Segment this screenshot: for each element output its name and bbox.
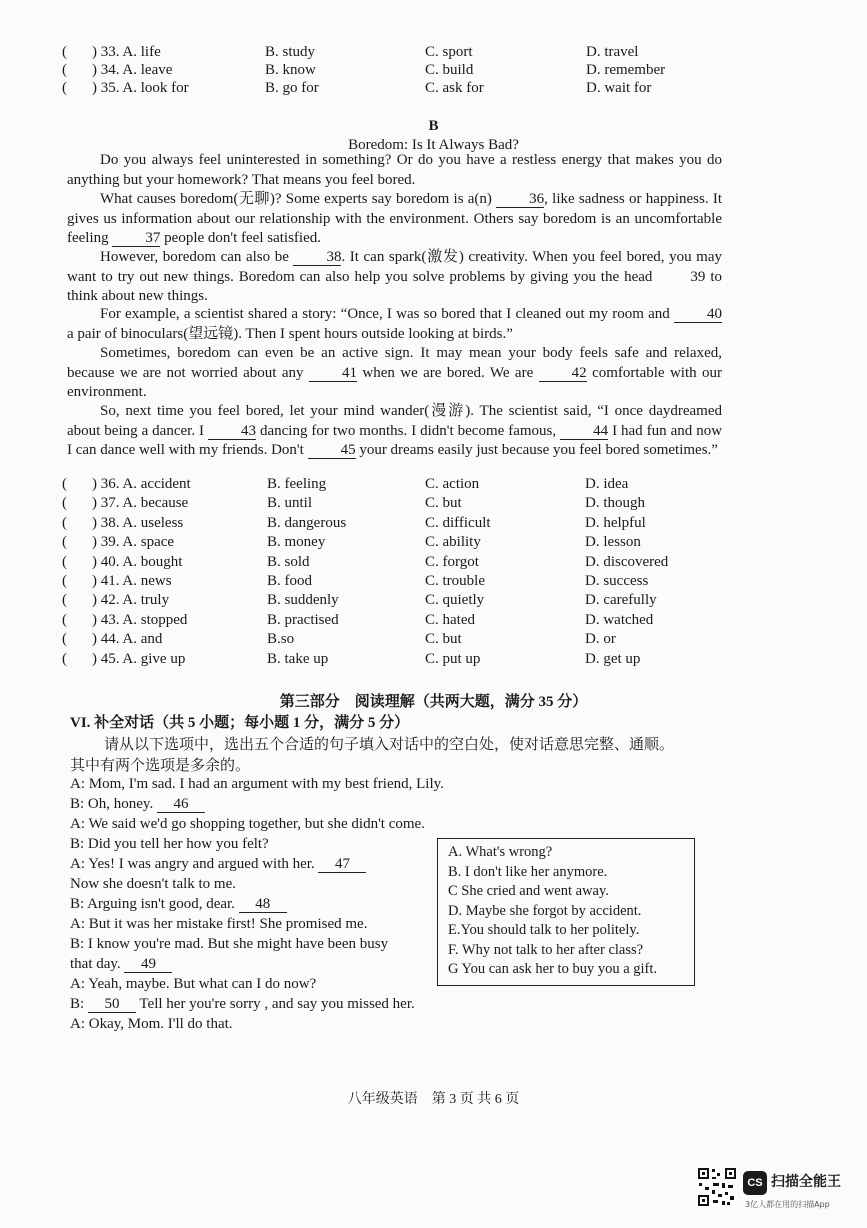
choice-b: B. I don't like her anymore.: [448, 863, 608, 880]
option-a: ) 37. A. because: [92, 495, 189, 512]
dialogue-line-7: B: Arguing isn't good, dear. 48: [70, 896, 287, 913]
option-c: C. but: [425, 495, 462, 512]
option-b: B. food: [267, 573, 312, 589]
blank-45: 45: [308, 443, 356, 459]
option-c: C. but: [425, 631, 462, 648]
option-b: B. sold: [267, 553, 310, 570]
blank-37: 37: [112, 231, 160, 247]
option-b: B.so: [267, 631, 295, 648]
blank-40: 40: [674, 307, 722, 323]
section-vi-title: VI. 补全对话（共 5 小题；每小题 1 分，满分 5 分）: [70, 715, 410, 731]
option-a: ) 33. A. life: [92, 44, 161, 60]
option-paren: (: [62, 611, 67, 628]
option-b: B. suddenly: [267, 592, 339, 609]
option-row: [62, 554, 822, 572]
option-paren: (: [62, 44, 67, 60]
paragraph-6: So, next time you feel bored, let your mind wander(漫游). The scientist said, “I once daydreamed about being a dancer. I 43 dancing for two months. I didn't become famous, 44 I had fun and now I can dance well with my friends. Don't 45 your dreams easily just because you feel bored sometimes.”: [67, 403, 723, 458]
option-a: ) 35. A. look for: [92, 80, 189, 96]
option-b: B. practised: [267, 611, 339, 628]
option-paren: (: [62, 553, 67, 570]
dialogue-line-3: A: We said we'd go shopping together, but she didn't come.: [70, 816, 425, 832]
option-row: [62, 62, 822, 80]
option-row: [62, 44, 822, 62]
option-paren: (: [62, 534, 67, 551]
choice-g: G You can ask her to buy you a gift.: [448, 961, 658, 977]
option-b: B. study: [265, 44, 316, 60]
dialogue-line-2: B: Oh, honey. 46: [70, 796, 205, 813]
blank-49: 49: [124, 957, 172, 973]
option-d: D. get up: [585, 650, 641, 667]
scanner-logo: CS: [743, 1171, 767, 1195]
option-b: B. take up: [267, 650, 329, 667]
dialogue-line-8: A: But it was her mistake first! She promised me.: [70, 916, 368, 932]
page-footer: 八年级英语 第 3 页 共 6 页: [347, 1092, 520, 1107]
option-a: ) 39. A. space: [92, 534, 175, 551]
option-d: D. discovered: [585, 553, 669, 570]
blank-47: 47: [318, 857, 366, 873]
option-a: ) 44. A. and: [92, 631, 163, 648]
paragraph-2: What causes boredom(无聊)? Some experts say boredom is a(n) 36, like sadness or happiness. It gives us information about our relationship with the environment. Others say boredom is an uncomfortable feeling 37 people don't feel satisfied.: [67, 191, 722, 246]
paragraph-4: For example, a scientist shared a story: “Once, I was so bored that I cleaned out my room and 40 a pair of binoculars(望远镜). Then I spent hours outside looking at birds.”: [67, 306, 723, 342]
option-a: ) 45. A. give up: [92, 650, 186, 667]
dialogue-line-10: that day. 49: [70, 956, 172, 973]
option-b: B. go for: [265, 80, 319, 96]
dialogue-line-4: B: Did you tell her how you felt?: [70, 836, 269, 852]
blank-39: 39: [690, 268, 706, 285]
option-a: ) 34. A. leave: [92, 62, 173, 78]
option-b: B. money: [267, 534, 326, 551]
choice-c: C She cried and went away.: [448, 883, 609, 899]
option-paren: (: [62, 573, 67, 589]
scanner-tagline: 3亿人都在用的扫描App: [745, 1200, 830, 1209]
option-paren: (: [62, 80, 67, 96]
option-d: D. wait for: [586, 80, 652, 96]
option-d: D. success: [585, 573, 649, 589]
option-b: B. dangerous: [267, 514, 347, 531]
option-row: [62, 476, 822, 494]
option-d: D. remember: [586, 62, 666, 78]
blank-46: 46: [157, 797, 205, 813]
option-paren: (: [62, 476, 67, 492]
option-a: ) 36. A. accident: [92, 476, 191, 492]
blank-41: 41: [309, 366, 357, 382]
option-d: D. or: [585, 631, 616, 648]
part3-heading: 第三部分 阅读理解（共两大题，满分 35 分）: [279, 694, 588, 710]
dialogue-line-11: A: Yeah, maybe. But what can I do now?: [70, 976, 317, 992]
option-c: C. forgot: [425, 553, 479, 570]
qr-code-icon: [697, 1167, 737, 1207]
blank-38: 38: [293, 250, 341, 266]
option-row: [62, 80, 822, 98]
blank-50: 50: [88, 997, 136, 1013]
option-c: C. build: [425, 62, 474, 78]
option-row: [62, 631, 822, 649]
option-d: D. helpful: [585, 514, 646, 531]
option-d: D. idea: [585, 476, 629, 492]
dialogue-line-9: B: I know you're mad. But she might have been busy: [70, 936, 389, 952]
option-row: [62, 612, 822, 630]
dialogue-line-13: A: Okay, Mom. I'll do that.: [70, 1016, 233, 1032]
section-letter: B: [428, 118, 439, 134]
blank-44: 44: [560, 424, 608, 440]
option-c: C. sport: [425, 44, 473, 60]
option-row: [62, 651, 822, 669]
blank-36: 36: [496, 192, 544, 208]
option-c: C. action: [425, 476, 480, 492]
option-paren: (: [62, 631, 67, 648]
option-paren: (: [62, 592, 67, 609]
blank-42: 42: [539, 366, 587, 382]
option-paren: (: [62, 495, 67, 512]
option-paren: (: [62, 514, 67, 531]
choice-d: D. Maybe she forgot by accident.: [448, 902, 642, 919]
option-c: C. put up: [425, 650, 481, 667]
option-a: ) 43. A. stopped: [92, 611, 188, 628]
paragraph-1: Do you always feel uninterested in something? Or do you have a restless energy that makes you do anything but your homework? That means you feel bored.: [67, 152, 722, 188]
option-row: [62, 515, 822, 533]
option-row: [62, 573, 822, 591]
dialogue-line-5: A: Yes! I was angry and argued with her. 47: [70, 856, 366, 873]
option-paren: (: [62, 650, 67, 667]
option-b: B. know: [265, 62, 316, 78]
option-a: ) 42. A. truly: [92, 592, 170, 609]
option-row: [62, 495, 822, 513]
option-d: D. watched: [585, 611, 654, 628]
choice-f: F. Why not talk to her after class?: [448, 941, 644, 958]
option-c: C. difficult: [425, 514, 491, 531]
blank-43: 43: [208, 424, 256, 440]
choices-box: [437, 838, 695, 986]
option-c: C. trouble: [425, 573, 485, 589]
blank-48: 48: [239, 897, 287, 913]
choice-a: A. What's wrong?: [448, 844, 553, 860]
option-d: D. travel: [586, 44, 639, 60]
paragraph-3: However, boredom can also be 38. It can spark(激发) creativity. When you feel bored, you may want to try out new things. Boredom can also help you solve problems by giving you the head 39 to think about new things.: [67, 249, 723, 304]
dialogue-line-1: A: Mom, I'm sad. I had an argument with my best friend, Lily.: [70, 776, 444, 792]
option-c: C. ask for: [425, 80, 484, 96]
option-b: B. until: [267, 495, 313, 512]
instructions-line1: 请从以下选项中，选出五个合适的句子填入对话中的空白处，使对话意思完整、通顺。: [104, 737, 675, 753]
choice-e: E.You should talk to her politely.: [448, 922, 640, 938]
option-c: C. hated: [425, 611, 475, 628]
dialogue-line-12: B: 50 Tell her you're sorry , and say you missed her.: [70, 996, 415, 1012]
instructions-line2: 其中有两个选项是多余的。: [70, 758, 251, 774]
option-c: C. quietly: [425, 592, 485, 609]
option-row: [62, 534, 822, 552]
option-b: B. feeling: [267, 476, 327, 492]
option-row: [62, 592, 822, 610]
option-d: D. though: [585, 495, 645, 512]
passage-title: Boredom: Is It Always Bad?: [348, 137, 519, 153]
option-c: C. ability: [425, 534, 481, 551]
scanner-app-name: 扫描全能王: [771, 1174, 841, 1190]
option-paren: (: [62, 62, 67, 78]
option-a: ) 38. A. useless: [92, 514, 184, 531]
option-a: ) 41. A. news: [92, 573, 172, 589]
dialogue-line-6: Now she doesn't talk to me.: [70, 876, 237, 892]
paragraph-5: Sometimes, boredom can even be an active sign. It may mean your body feels safe and relaxed, because we are not worried about any 41 when we are bored. We are 42 comfortable with our environment.: [67, 345, 723, 400]
option-a: ) 40. A. bought: [92, 553, 183, 570]
option-d: D. lesson: [585, 534, 641, 551]
option-d: D. carefully: [585, 592, 657, 609]
